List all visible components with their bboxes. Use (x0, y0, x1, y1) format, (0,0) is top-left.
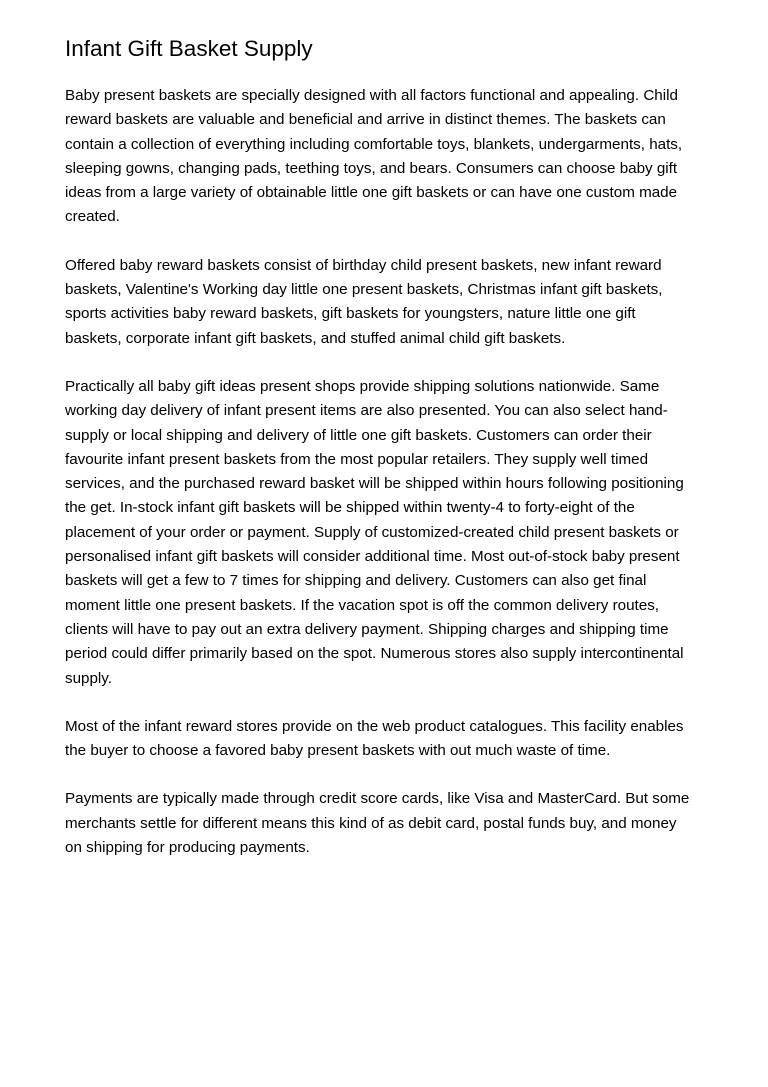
paragraph-line: placement of your order or payment. Supply of customized-created child present baskets or (65, 523, 679, 541)
paragraph-line: on shipping for producing payments. (65, 839, 310, 857)
paragraph-line: baskets, Valentine's Working day little one present baskets, Christmas infant gift baskets, (65, 281, 663, 299)
paragraph-line: working day delivery of infant present items are also presented. You can also select hand- (65, 402, 668, 420)
paragraph-line: merchants settle for different means this kind of as debit card, postal funds buy, and money (65, 814, 677, 832)
paragraph-line: clients will have to pay out an extra delivery payment. Shipping charges and shipping time (65, 620, 669, 638)
paragraph-line: period could differ primarily based on the spot. Numerous stores also supply intercontinental (65, 645, 684, 663)
paragraph-line: favourite infant present baskets from the most popular retailers. They supply well timed (65, 450, 649, 468)
paragraph-line: baskets will get a few to 7 times for shipping and delivery. Customers can also get final (65, 572, 647, 590)
paragraph-line: sleeping gowns, changing pads, teething toys, and bears. Consumers can choose baby gift (65, 159, 678, 177)
paragraph-1 (65, 84, 705, 230)
paragraph-line: personalised infant gift baskets will consider additional time. Most out-of-stock baby present (65, 548, 680, 566)
paragraph-line: the buyer to choose a favored baby present baskets with out much waste of time. (65, 742, 611, 760)
paragraph-line: reward baskets are valuable and beneficial and arrive in distinct themes. The baskets can (65, 111, 666, 129)
paragraph-5 (65, 787, 705, 860)
document-page (65, 34, 705, 884)
paragraph-line: sports activities baby reward baskets, gift baskets for youngsters, nature little one gift (65, 305, 636, 323)
paragraph-line: Most of the infant reward stores provide on the web product catalogues. This facility enables (65, 717, 684, 735)
paragraph-2 (65, 254, 705, 351)
paragraph-line: Practically all baby gift ideas present shops provide shipping solutions nationwide. Same (65, 377, 660, 395)
paragraph-line: ideas from a large variety of obtainable little one gift baskets or can have one custom made (65, 184, 678, 202)
paragraph-line: Offered baby reward baskets consist of birthday child present baskets, new infant reward (65, 256, 662, 274)
paragraph-line: services, and the purchased reward basket will be shipped within hours following positioning (65, 475, 684, 493)
paragraph-line: contain a collection of everything including comfortable toys, blankets, undergarments, hats, (65, 135, 683, 153)
paragraph-line: Payments are typically made through credit score cards, like Visa and MasterCard. But some (65, 790, 690, 808)
paragraph-4 (65, 715, 705, 764)
paragraph-line: created. (65, 208, 120, 226)
paragraph-line: moment little one present baskets. If the vacation spot is off the common delivery routes, (65, 596, 660, 614)
document-title: Infant Gift Basket Supply (65, 36, 313, 61)
paragraph-line: Baby present baskets are specially designed with all factors functional and appealing. Child (65, 87, 678, 104)
paragraph-3 (65, 375, 705, 691)
paragraph-line: the get. In-stock infant gift baskets will be shipped within twenty-4 to forty-eight of the (65, 499, 635, 517)
paragraph-line: supply. (65, 669, 112, 687)
paragraph-line: baskets, corporate infant gift baskets, and stuffed animal child gift baskets. (65, 329, 566, 347)
paragraph-line: supply or local shipping and delivery of little one gift baskets. Customers can order their (65, 426, 652, 444)
